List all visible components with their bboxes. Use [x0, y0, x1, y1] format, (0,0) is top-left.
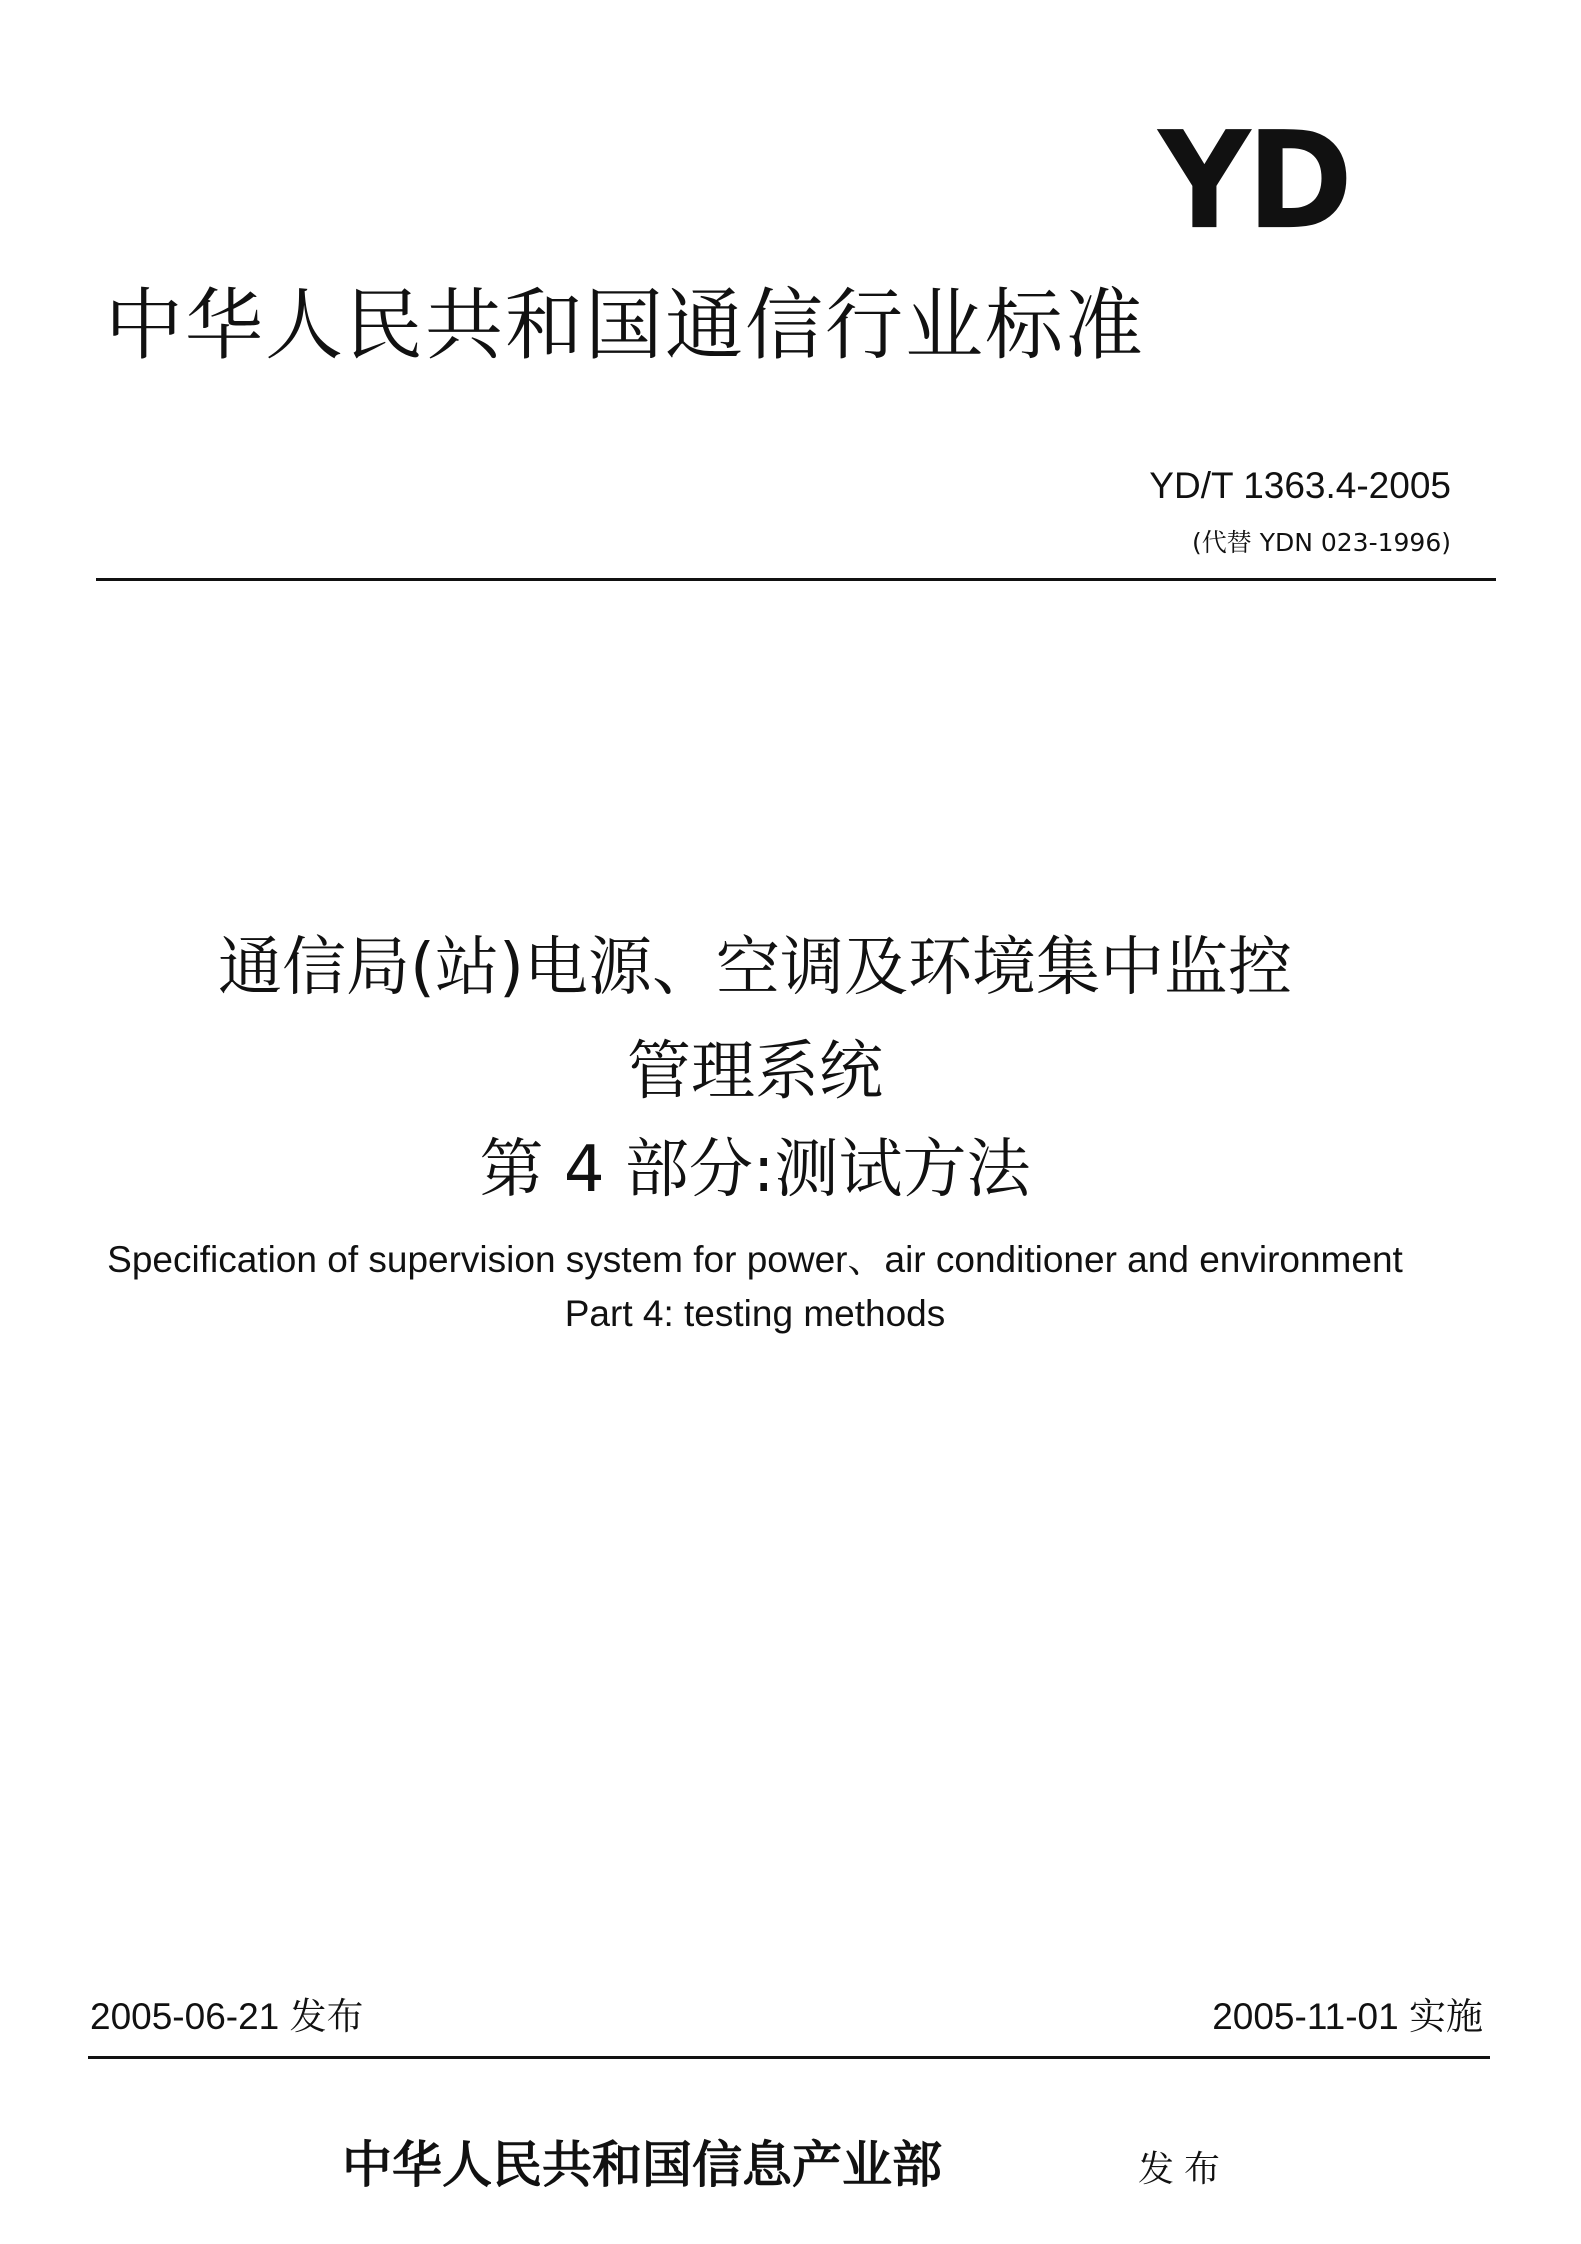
- standard-category-title: 中华人民共和国通信行业标准: [105, 281, 1146, 371]
- footer-divider: [88, 2056, 1490, 2059]
- yd-logo: YD: [1158, 103, 1349, 260]
- header-divider: [96, 578, 1496, 581]
- issuing-authority: 中华人民共和国信息产业部: [342, 2135, 942, 2194]
- issued-label: 发布: [1138, 2149, 1231, 2190]
- issue-date: 2005-06-21 发布: [90, 1996, 364, 2037]
- document-title-line-1: 通信局(站)电源、空调及环境集中监控: [218, 931, 1292, 1005]
- document-title-line-3: 第 4 部分:测试方法: [479, 1133, 1031, 1207]
- english-title-line-2: Part 4: testing methods: [564, 1293, 946, 1334]
- implementation-date: 2005-11-01 实施: [1212, 1996, 1483, 2037]
- english-title-line-1: Specification of supervision system for power、air conditioner and environment: [107, 1239, 1403, 1280]
- document-title-line-2: 管理系统: [627, 1035, 883, 1109]
- standard-number: YD/T 1363.4-2005: [1149, 465, 1451, 506]
- replaces-note: (代替 YDN 023-1996): [1192, 528, 1451, 557]
